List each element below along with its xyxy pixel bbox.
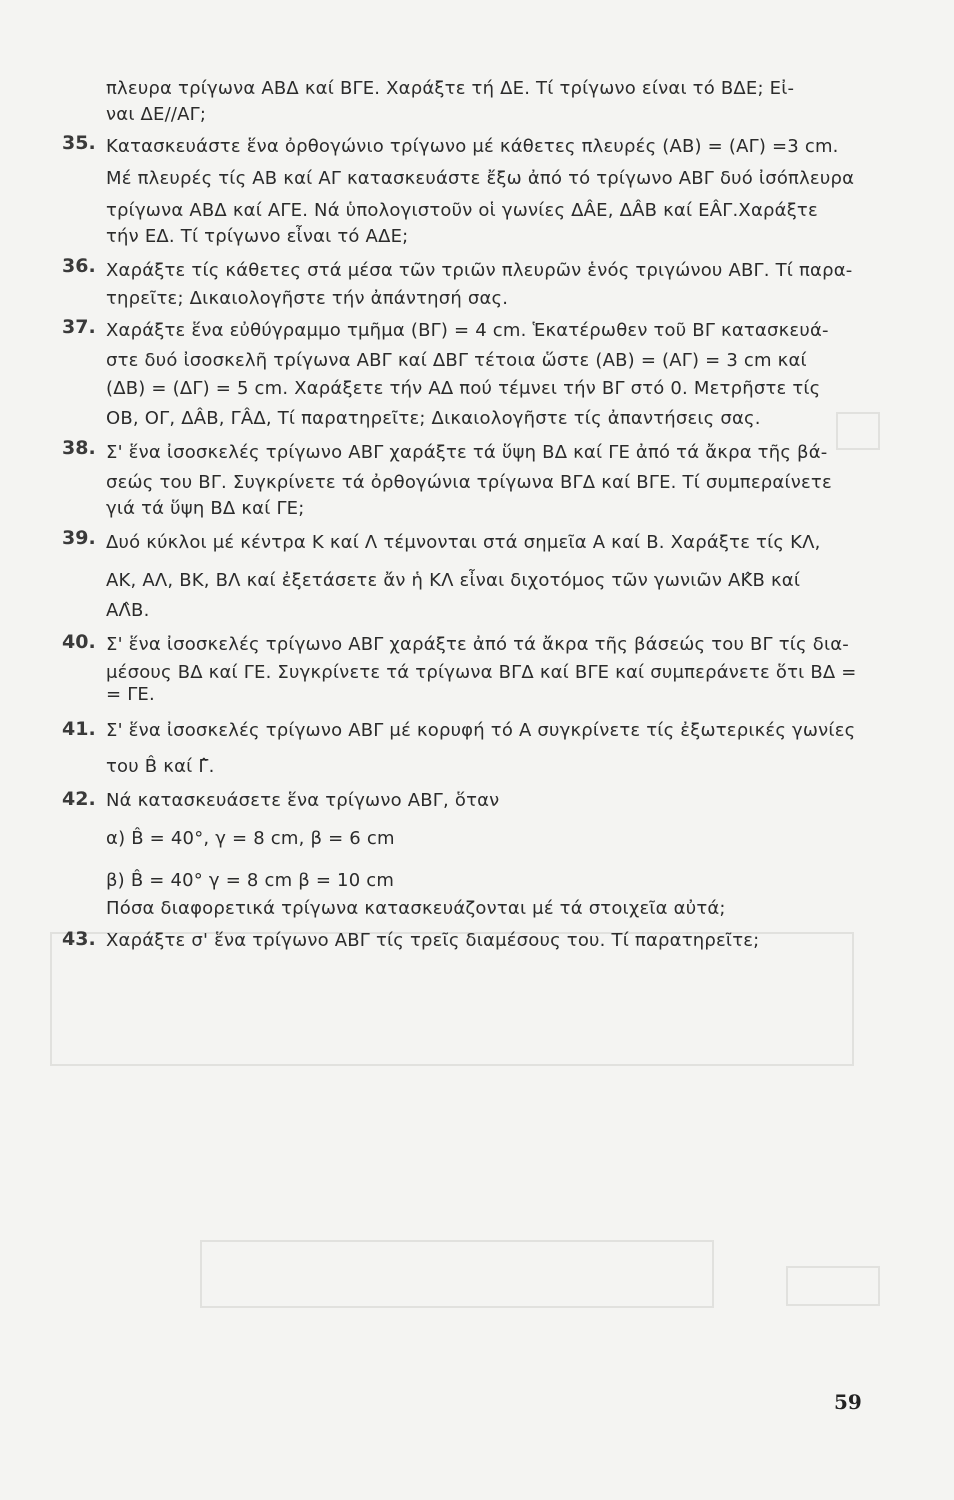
text-line: ΑΛ̂Β. xyxy=(106,600,150,621)
text-line: πλευρα τρίγωνα ΑΒΔ καί ΒΓΕ. Χαράξτε τή ΔΕ. Τί τρίγωνο είναι τό ΒΔΕ; Εἰ- xyxy=(106,78,795,99)
text-line: Χαράξτε τίς κάθετες στά μέσα τῶν τριῶν πλευρῶν ἑνός τριγώνου ΑΒΓ. Τί παρα- xyxy=(106,260,853,281)
text-line: Μέ πλευρές τίς ΑΒ καί ΑΓ κατασκευάστε ἔξω ἀπό τό τρίγωνο ΑΒΓ δυό ἰσόπλευρα xyxy=(106,168,855,189)
text-line: Νά κατασκευάσετε ἕνα τρίγωνο ΑΒΓ, ὅταν xyxy=(106,790,500,811)
text-line: Σ' ἕνα ἰσοσκελές τρίγωνο ΑΒΓ μέ κορυφή τό Α συγκρίνετε τίς ἐξωτερικές γωνίες xyxy=(106,720,856,741)
exercise-number: 42. xyxy=(62,788,96,810)
text-line: σεώς του ΒΓ. Συγκρίνετε τά ὀρθογώνια τρίγωνα ΒΓΔ καί ΒΓΕ. Τί συμπεραίνετε xyxy=(106,472,832,493)
exercise-number: 41. xyxy=(62,718,96,740)
text-line: Σ' ἕνα ἰσοσκελές τρίγωνο ΑΒΓ χαράξτε τά ὕψη ΒΔ καί ΓΕ ἀπό τά ἄκρα τῆς βά- xyxy=(106,442,828,463)
text-line: Χαράξτε σ' ἕνα τρίγωνο ΑΒΓ τίς τρεῖς διαμέσους του. Τί παρατηρεῖτε; xyxy=(106,930,760,951)
text-line: Κατασκευάστε ἕνα ὀρθογώνιο τρίγωνο μέ κάθετες πλευρές (ΑΒ) = (ΑΓ) =3 cm. xyxy=(106,136,839,157)
text-line: στε δυό ἰσοσκελῆ τρίγωνα ΑΒΓ καί ΔΒΓ τέτοια ὥστε (ΑΒ) = (ΑΓ) = 3 cm καί xyxy=(106,350,807,371)
text-line: Δυό κύκλοι μέ κέντρα Κ καί Λ τέμνονται στά σημεῖα Α καί Β. Χαράξτε τίς ΚΛ, xyxy=(106,532,821,553)
text-line: = ΓΕ. xyxy=(106,684,155,705)
text-line: ΑΚ, ΑΛ, ΒΚ, ΒΛ καί ἐξετάσετε ἄν ἡ ΚΛ εἶναι διχοτόμος τῶν γωνιῶν ΑΚ̂Β καί xyxy=(106,570,801,591)
exercise-number: 40. xyxy=(62,631,96,653)
exercise-number: 35. xyxy=(62,132,96,154)
text-line: μέσους ΒΔ καί ΓΕ. Συγκρίνετε τά τρίγωνα ΒΓΔ καί ΒΓΕ καί συμπεράνετε ὅτι ΒΔ = xyxy=(106,662,857,683)
text-line: α) B̂ = 40°, γ = 8 cm, β = 6 cm xyxy=(106,828,395,849)
text-line: β) B̂ = 40° γ = 8 cm β = 10 cm xyxy=(106,870,395,891)
text-line: ΟΒ, ΟΓ, ΔÂΒ, ΓÂΔ, Τί παρατηρεῖτε; Δικαιολογῆστε τίς ἀπαντήσεις σας. xyxy=(106,408,761,429)
text-line: Χαράξτε ἕνα εὐθύγραμμο τμῆμα (ΒΓ) = 4 cm. Ἑκατέρωθεν τοῦ ΒΓ κατασκευά- xyxy=(106,320,829,341)
text-line: Πόσα διαφορετικά τρίγωνα κατασκευάζονται μέ τά στοιχεῖα αὐτά; xyxy=(106,898,726,919)
text-line: Σ' ἕνα ἰσοσκελές τρίγωνο ΑΒΓ χαράξτε ἀπό τά ἄκρα τῆς βάσεώς του ΒΓ τίς δια- xyxy=(106,634,849,655)
page-number: 59 xyxy=(834,1390,862,1414)
exercise-number: 43. xyxy=(62,928,96,950)
text-line: τηρεῖτε; Δικαιολογῆστε τήν ἀπάντησή σας. xyxy=(106,288,509,309)
text-line: του B̂ καί Γ̂. xyxy=(106,756,215,777)
text-line: τρίγωνα ΑΒΔ καί ΑΓΕ. Νά ὑπολογιστοῦν οἱ γωνίες ΔÂΕ, ΔÂΒ καί ΕÂΓ.Χαράξτε xyxy=(106,200,818,221)
exercise-number: 36. xyxy=(62,255,96,277)
exercise-number: 37. xyxy=(62,316,96,338)
text-line: γιά τά ὕψη ΒΔ καί ΓΕ; xyxy=(106,498,305,519)
text-line: ναι ΔΕ//ΑΓ; xyxy=(106,104,207,125)
text-line: τήν ΕΔ. Τί τρίγωνο εἶναι τό ΑΔΕ; xyxy=(106,226,409,247)
exercise-number: 38. xyxy=(62,437,96,459)
exercise-number: 39. xyxy=(62,527,96,549)
text-line: (ΔΒ) = (ΔΓ) = 5 cm. Χαράξετε τήν ΑΔ πού τέμνει τήν ΒΓ στό 0. Μετρῆστε τίς xyxy=(106,378,821,399)
